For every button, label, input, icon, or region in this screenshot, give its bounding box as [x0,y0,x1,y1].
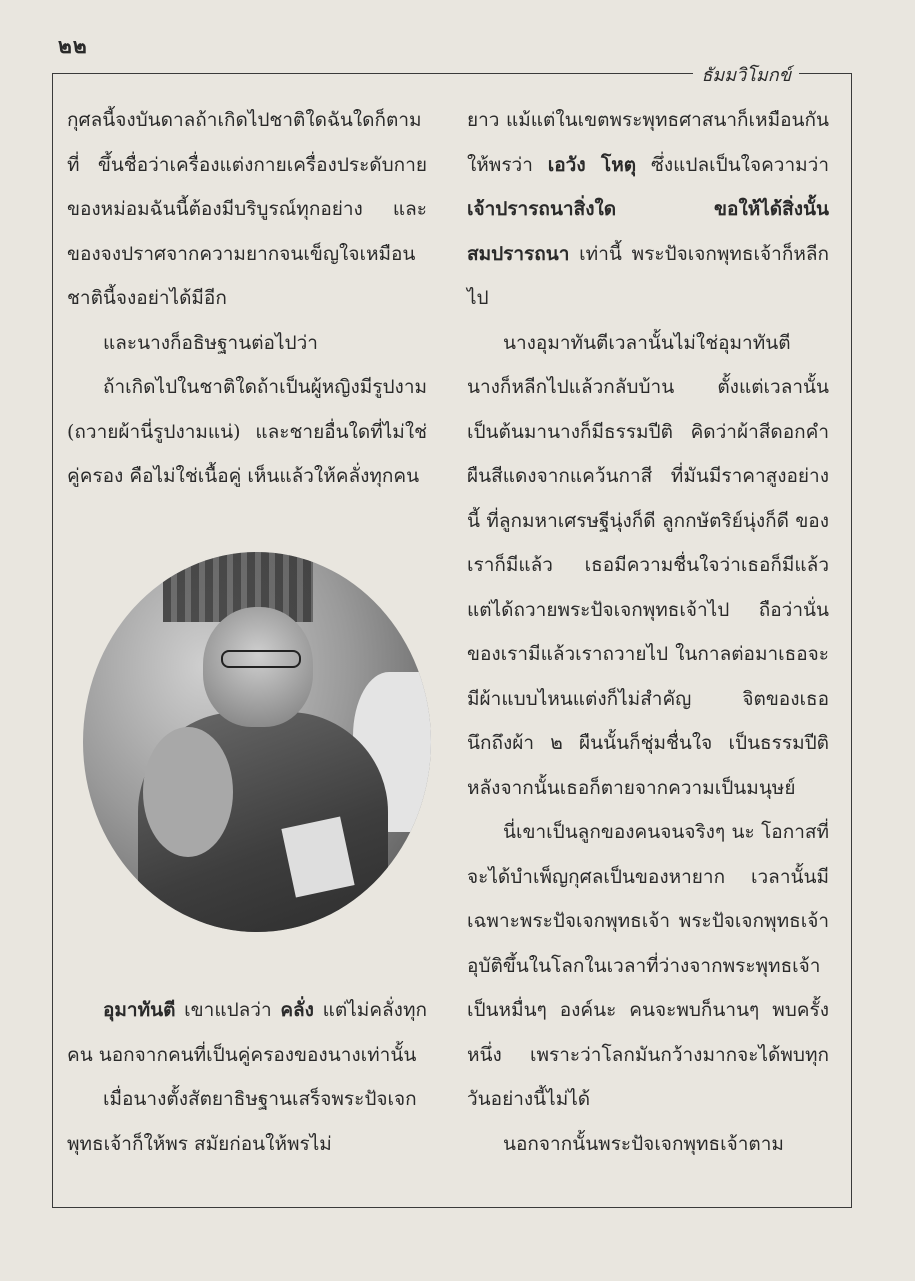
text-run: เขาแปลว่า [175,999,281,1021]
text-run: เท่านี้ พระปัจเจกพุทธเจ้าก็หลีกไป [467,242,829,309]
paragraph: นางอุมาทันตีเวลานั้นไม่ใช่อุมาทันตี นางก็หลีกไปแล้วกลับบ้าน ตั้งแต่เวลานั้นเป็นต้นมานางก็มีธรรมปีติ คิดว่าผ้าสีดอกคำผืนสีแดงจากแคว้นกาสี ที่มันมีราคาสูงอย่างนี้ ที่ลูกมหาเศรษฐีนุ่งก็ดี ลูกกษัตริย์นุ่งก็ดี ของเราก็มีแล้ว เธอมีความชื่นใจว่าเธอก็มีแล้ว แต่ได้ถวายพระปัจเจกพุทธเจ้าไป ถือว่านั่นของเรามีแล้วเราถวายไป ในกาลต่อมาเธอจะมีผ้าแบบไหนแต่งก็ไม่สำคัญ จิตของเธอนึกถึงผ้า ๒ ผืนนั้นก็ชุ่มชื่นใจ เป็นธรรมปีติ หลังจากนั้นเธอก็ตายจากความเป็นมนุษย์ [467,331,829,799]
right-column [467,98,829,1166]
paragraph: เมื่อนางตั้งสัตยาธิษฐานเสร็จพระปัจเจกพุทธเจ้าก็ให้พร สมัยก่อนให้พรไม่ [67,1088,417,1155]
paragraph: กุศลนี้จงบันดาลถ้าเกิดไปชาติใดฉันใดก็ตาม ที่ ขึ้นชื่อว่าเครื่องแต่งกายเครื่องประดับกายของหม่อมฉันนี้ต้องมีบริบูรณ์ทุกอย่าง และของจงปราศจากความยากจนเข็ญใจเหมือนชาตินี้จงอย่าได้มีอีก [67,109,427,309]
left-column [67,98,427,499]
text-run: ซึ่งแปลเป็นใจความว่า [636,153,829,176]
text-run: ยาว แม้แต่ในเขตพระพุทธศาสนาก็เหมือนกัน ให้พรว่า [467,109,829,176]
paragraph: ถ้าเกิดไปในชาติใดถ้าเป็นผู้หญิงมีรูปงาม (ถวายผ้านี่รูปงามแน่) และชายอื่นใดที่ไม่ใช่คู่ครอง คือไม่ใช่เนื้อคู่ เห็นแล้วให้คลั่งทุกคน [67,376,428,487]
monk-photo [83,552,431,932]
bold-word: คลั่ง [280,999,314,1021]
left-column-bottom [67,988,427,1166]
running-title: ธัมมวิโมกข์ [693,60,799,89]
paragraph [467,98,829,321]
eyeglasses [221,650,301,668]
page-frame [52,65,852,1208]
bold-phrase: เอวัง โหตุ [547,153,637,176]
text-run: แต่ไม่คลั่งทุกคน นอกจากคนที่เป็นคู่ครองของนางเท่านั้น [67,999,427,1066]
paragraph: นอกจากนั้นพระปัจเจกพุทธเจ้าตาม [503,1132,784,1155]
paragraph: นี่เขาเป็นลูกของคนจนจริงๆ นะ โอกาสที่จะได้บำเพ็ญกุศลเป็นของหายาก เวลานั้นมีเฉพาะพระปัจเจกพุทธเจ้า พระปัจเจกพุทธเจ้าอุบัติขึ้นในโลกในเวลาที่ว่างจากพระพุทธเจ้าเป็นหมื่นๆ องค์นะ คนจะพบก็นานๆ พบครั้งหนึ่ง เพราะว่าโลกมันกว้างมากจะได้พบทุกวันอย่างนี้ไม่ได้ [467,821,829,1110]
monk-shoulder [143,727,233,857]
bold-phrase: เจ้าปรารถนาสิ่งใด ขอให้ได้สิ่งนั้นสมปรารถนา [467,198,829,265]
paragraph [67,988,427,1077]
bold-name: อุมาทันตี [103,999,176,1021]
page-number: ๒๒ [58,33,88,58]
paragraph: และนางก็อธิษฐานต่อไปว่า [103,331,318,354]
